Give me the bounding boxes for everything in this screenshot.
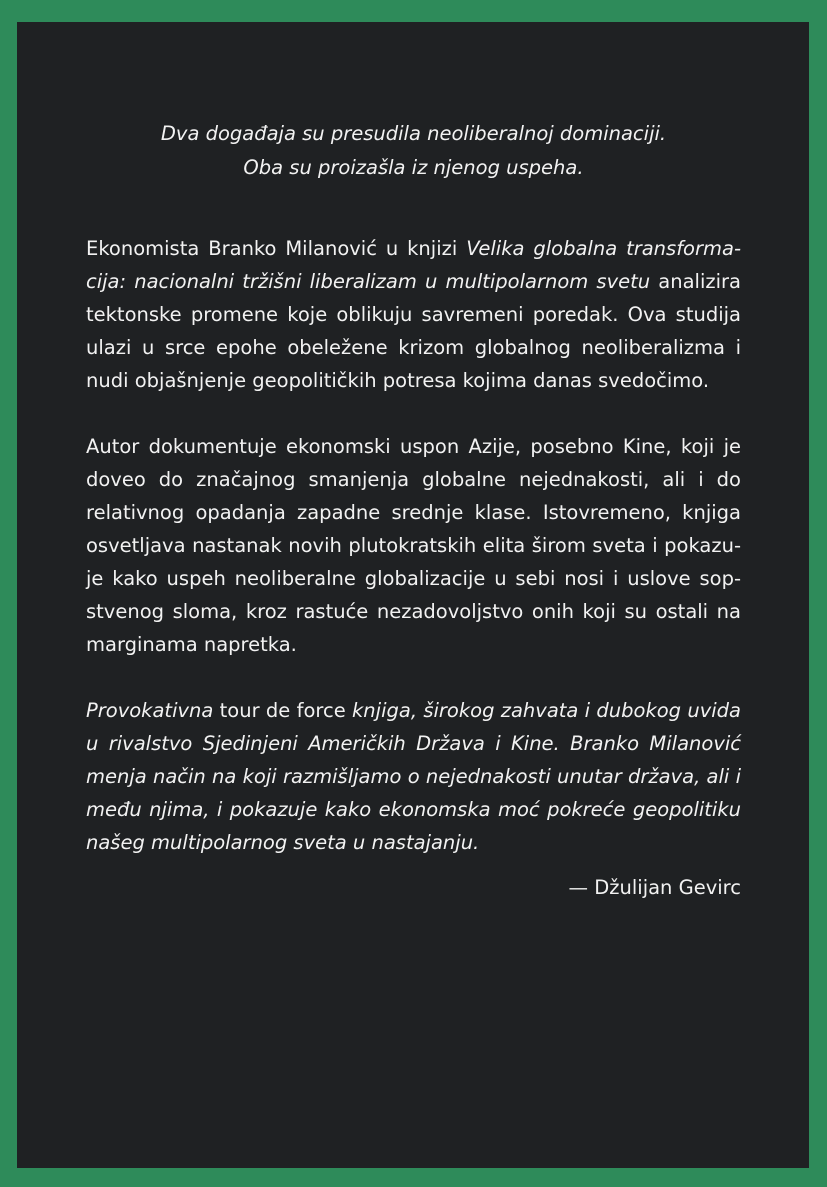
review-blurb [86,694,741,859]
paragraph-1-rest: analizira tektonske promene koje oblikuju savremeni poredak. Ova studija ulazi u srce epohe obeležene krizom globalnog neoliberalizma i nudi objašnjenje geopolitičkih potresa kojima danas svedočimo. [86,270,741,392]
description-paragraph-2: Autor dokumentuje ekonomski uspon Azije, posebno Kine, koji je doveo do značajnog smanjenja globalne nejednakosti, ali i do relativnog opadanja zapadne srednje klase. Istovremeno, knjiga osvetljava nastanak novih plutokratskih elita širom sveta i pokazuje kako uspeh neoliberalne globalizacije u sebi nosi i uslove sopstvenog sloma, kroz rastuće nezadovoljstvo onih koji su ostali na marginama napretka. [86,435,741,656]
blurb-part-3: knjiga, širokog zahvata i dubokog uvida u rivalstvo Sjedinjeni Američkih Država i Kine. Branko Milanović menja način na koji razmišljamo o nejednakosti unutar država, ali i među njima, i pokazuje kako ekonomska moć pokreće geopolitiku našeg multipolarnog sveta u nastajanju. [86,699,741,854]
epigraph-line-1: Dva događaja su presudila neoliberalnoj dominaciji. [160,122,667,145]
blurb-part-1: Provokativna [86,699,214,722]
blurb-attribution: — Džulijan Gevirc [568,876,741,899]
paragraph-1-intro: Ekonomista Branko Milanović u knjizi [86,237,467,260]
back-cover-panel [17,22,809,1168]
description-paragraph-1 [86,232,741,397]
blurb-part-2: tour de force [213,699,352,722]
cover-text [86,117,741,904]
epigraph-line-2: Oba su proizašla iz njenog uspeha. [243,156,584,179]
book-title: Velika globalna transformacija: nacionalni tržišni liberalizam u multipolarnom svetu [86,237,741,293]
epigraph [86,117,741,185]
